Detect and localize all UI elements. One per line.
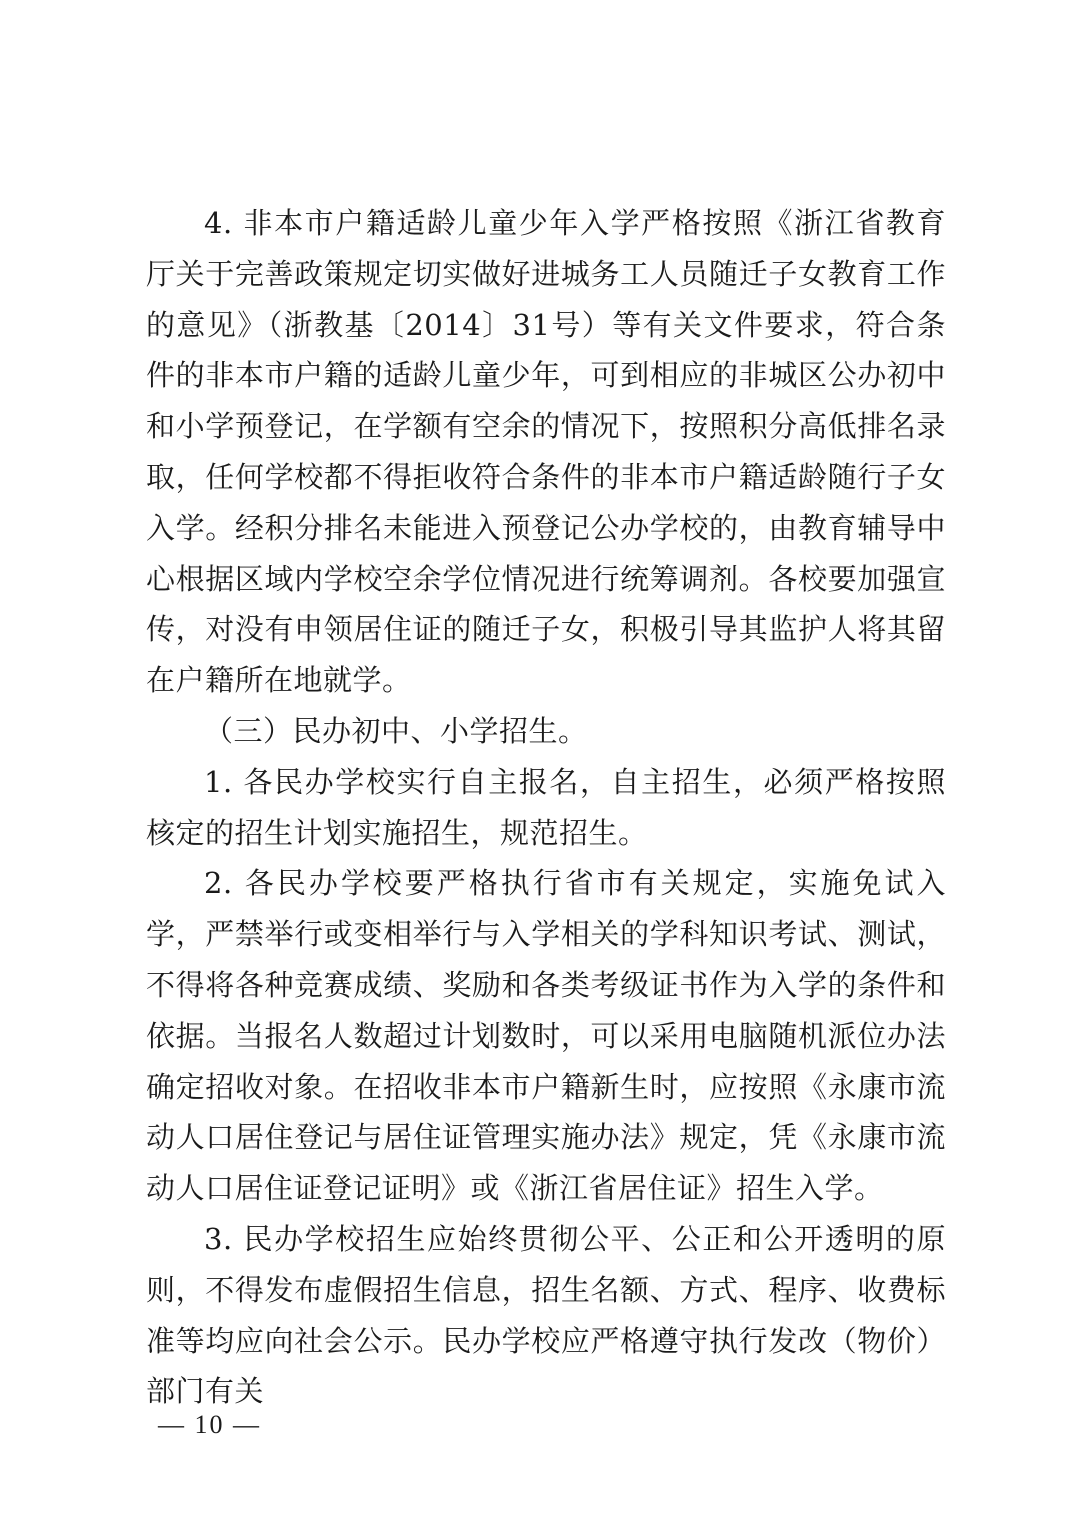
page-number: — 10 — [158,1410,261,1439]
paragraph-item-3-fairness-principles: 3. 民办学校招生应始终贯彻公平、公正和公开透明的原则，不得发布虚假招生信息，招生名额、方式、程序、收费标准等均应向社会公示。民办学校应严格遵守执行发改（物价）部门有关 [146,1221,946,1409]
paragraph-item-4-migrant-children: 4. 非本市户籍适龄儿童少年入学严格按照《浙江省教育厅关于完善政策规定切实做好进城务工人员随迁子女教育工作的意见》（浙教基〔2014〕31号）等有关文件要求，符合条件的非本市户籍的适龄儿童少年，可到相应的非城区公办初中和小学预登记，在学额有空余的情况下，按照积分高低排名录取，任何学校都不得拒收符合条件的非本市户籍适龄随行子女入学。经积分排名未能进入预登记公办学校的，由教育辅导中心根据区域内学校空余学位情况进行统筹调剂。各校要加强宣传，对没有申领居住证的随迁子女，积极引导其监护人将其留在户籍所在地就学。 [146,206,946,698]
section-heading-private-schools: （三）民办初中、小学招生。 [204,713,588,748]
paragraph-item-1-self-enrollment: 1. 各民办学校实行自主报名，自主招生，必须严格按照核定的招生计划实施招生，规范招生。 [146,764,946,850]
document-body [146,198,946,1417]
paragraph-item-2-exam-free-admission: 2. 各民办学校要严格执行省市有关规定，实施免试入学，严禁举行或变相举行与入学相关的学科知识考试、测试，不得将各种竞赛成绩、奖励和各类考级证书作为入学的条件和依据。当报名人数超过计划数时，可以采用电脑随机派位办法确定招收对象。在招收非本市户籍新生时，应按照《永康市流动人口居住登记与居住证管理实施办法》规定，凭《永康市流动人口居住证登记证明》或《浙江省居住证》招生入学。 [146,866,946,1206]
